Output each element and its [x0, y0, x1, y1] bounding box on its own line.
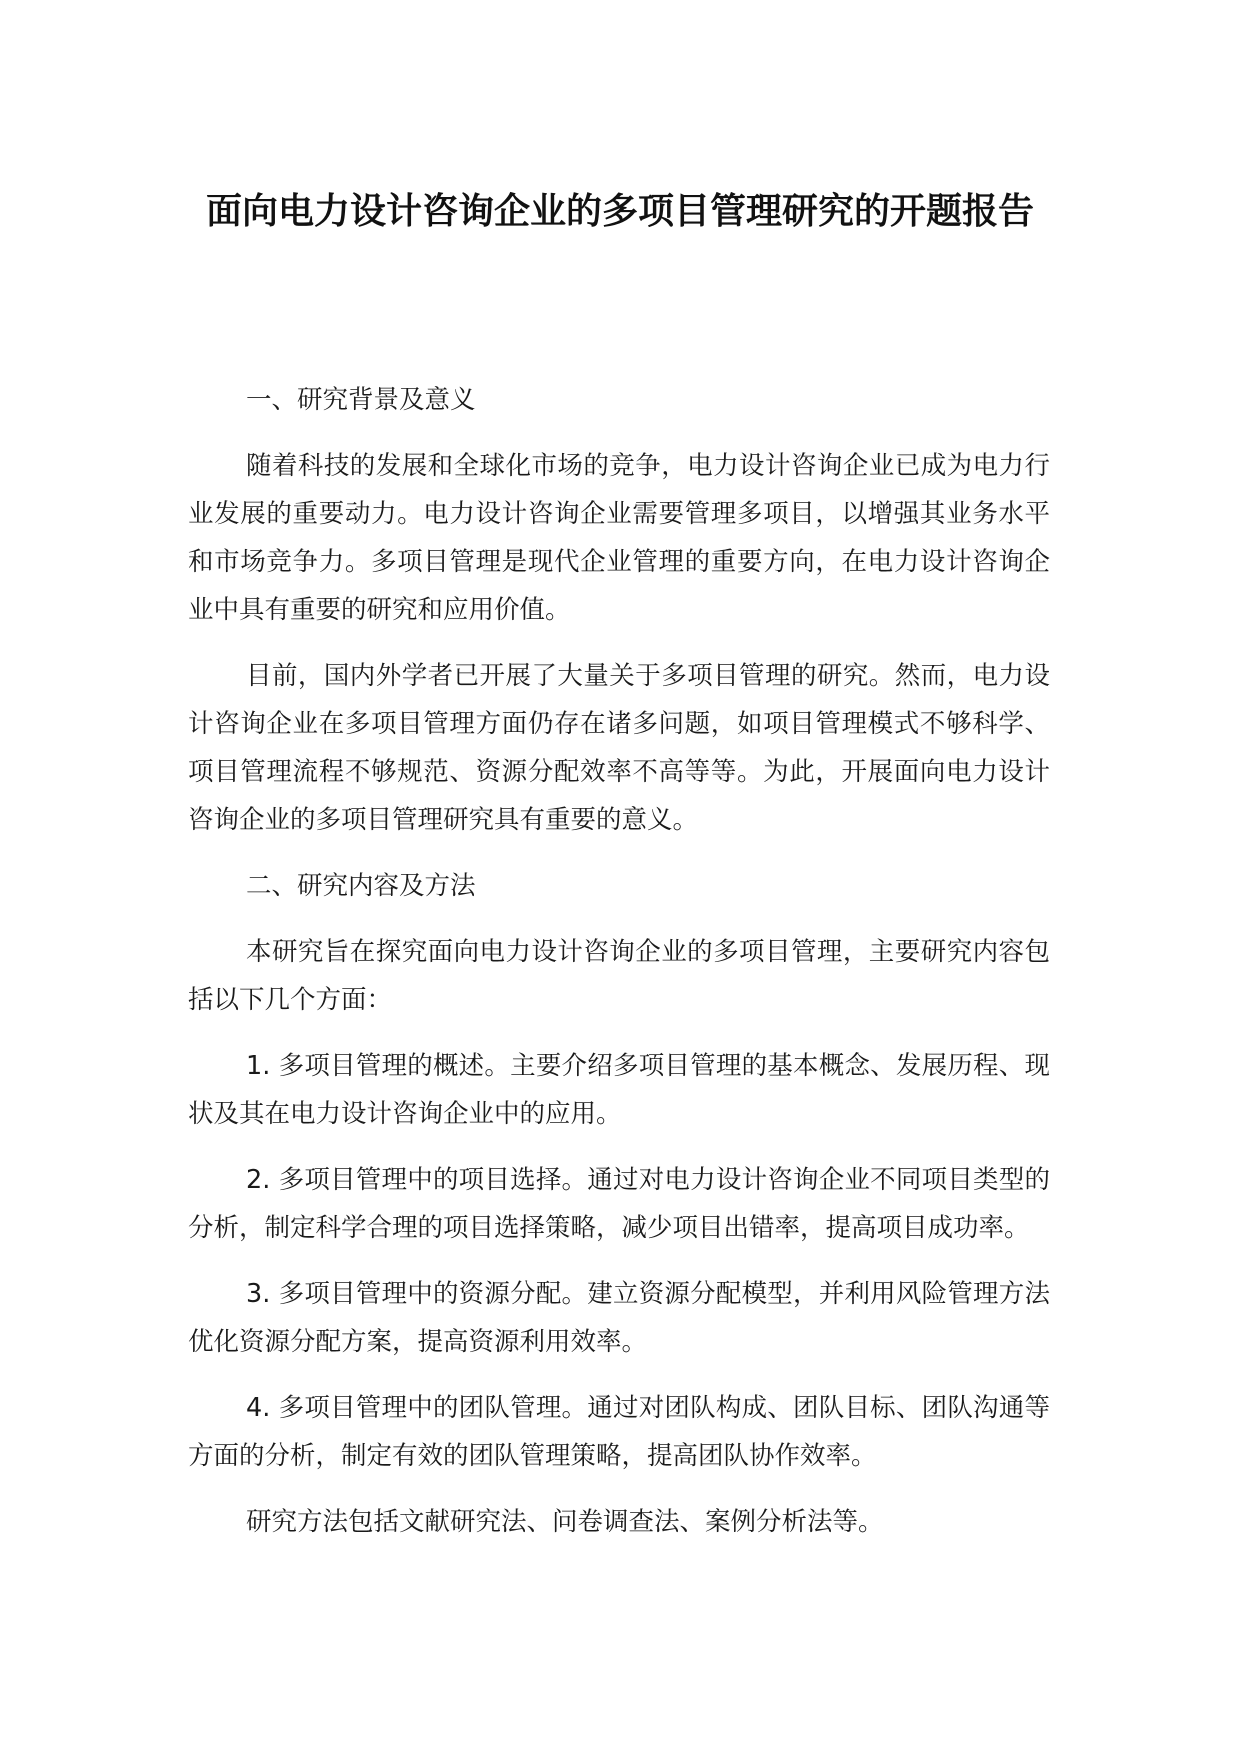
- list-item: 1. 多项目管理的概述。主要介绍多项目管理的基本概念、发展历程、现状及其在电力设计咨询企业中的应用。: [188, 1051, 1050, 1129]
- list-item: 2. 多项目管理中的项目选择。通过对电力设计咨询企业不同项目类型的分析，制定科学合理的项目选择策略，减少项目出错率，提高项目成功率。: [188, 1165, 1050, 1243]
- body-paragraph: 随着科技的发展和全球化市场的竞争，电力设计咨询企业已成为电力行业发展的重要动力。电力设计咨询企业需要管理多项目，以增强其业务水平和市场竞争力。多项目管理是现代企业管理的重要方向，在电力设计咨询企业中具有重要的研究和应用价值。: [188, 451, 1050, 625]
- body-paragraph: 目前，国内外学者已开展了大量关于多项目管理的研究。然而，电力设计咨询企业在多项目管理方面仍存在诸多问题，如项目管理模式不够科学、项目管理流程不够规范、资源分配效率不高等等。为此，开展面向电力设计咨询企业的多项目管理研究具有重要的意义。: [188, 661, 1050, 835]
- list-item: 3. 多项目管理中的资源分配。建立资源分配模型，并利用风险管理方法优化资源分配方案，提高资源利用效率。: [188, 1279, 1050, 1357]
- document-body: [188, 376, 1050, 1564]
- list-item: 4. 多项目管理中的团队管理。通过对团队构成、团队目标、团队沟通等方面的分析，制定有效的团队管理策略，提高团队协作效率。: [188, 1393, 1050, 1471]
- document-title: 面向电力设计咨询企业的多项目管理研究的开题报告: [205, 191, 1034, 232]
- section-heading: 一、研究背景及意义: [246, 385, 476, 415]
- section-heading: 二、研究内容及方法: [246, 871, 476, 901]
- body-paragraph: 本研究旨在探究面向电力设计咨询企业的多项目管理，主要研究内容包括以下几个方面：: [188, 937, 1050, 1015]
- body-paragraph: 研究方法包括文献研究法、问卷调查法、案例分析法等。: [246, 1507, 884, 1537]
